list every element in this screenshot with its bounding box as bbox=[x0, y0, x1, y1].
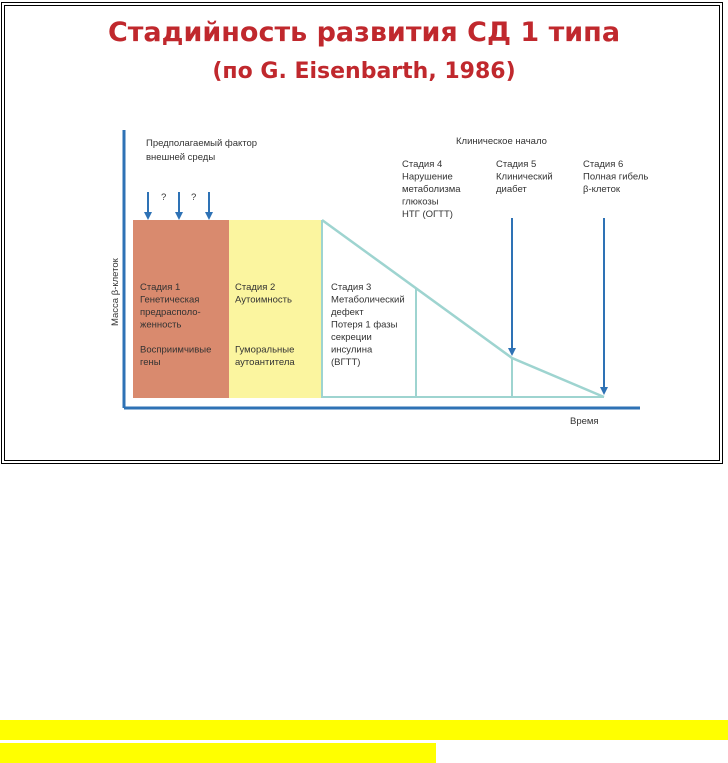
stage-4-line: Нарушение bbox=[402, 171, 453, 183]
stage-1-line: женность bbox=[140, 319, 182, 331]
stage-2-line: Аутоимность bbox=[235, 294, 292, 306]
stage-1-line: Стадия 1 bbox=[140, 282, 181, 293]
stage-2-block bbox=[229, 220, 322, 398]
stage-6-label bbox=[583, 159, 648, 195]
clinical-onset-label: Клиническое начало bbox=[456, 136, 547, 147]
highlight-bar-1 bbox=[0, 720, 728, 740]
stage-5-label bbox=[496, 159, 553, 195]
highlight-bar-2 bbox=[0, 743, 436, 763]
stage-4-line: Стадия 4 bbox=[402, 159, 443, 170]
stage-3-line: Потеря 1 фазы bbox=[331, 319, 398, 331]
stage-2-line bbox=[235, 307, 238, 318]
stage-3-line: инсулина bbox=[331, 344, 373, 356]
stage-4-line: глюкозы bbox=[402, 196, 439, 208]
stage-2-line bbox=[235, 332, 238, 343]
stage-4-line: НТГ (ОГТТ) bbox=[402, 209, 453, 220]
page-subtitle: (по G. Eisenbarth, 1986) bbox=[212, 59, 516, 84]
stage-6-line: β-клеток bbox=[583, 184, 621, 195]
question-mark: ? bbox=[191, 192, 197, 203]
x-axis-label: Время bbox=[570, 416, 599, 427]
stage-5-line: Стадия 5 bbox=[496, 159, 537, 170]
stage-2-line: аутоантитела bbox=[235, 357, 295, 368]
stage-2-line: Стадия 2 bbox=[235, 282, 276, 293]
stage-4-label bbox=[402, 159, 461, 220]
stage-1-line: предрасполо- bbox=[140, 307, 201, 318]
question-mark: ? bbox=[161, 192, 167, 203]
stage-6-line: Полная гибель bbox=[583, 171, 649, 183]
stage-5-line: диабет bbox=[496, 184, 527, 195]
stage-5-line: Клинический bbox=[496, 171, 553, 183]
stage-1-line: Генетическая bbox=[140, 294, 200, 306]
stage-1-line: гены bbox=[140, 357, 161, 368]
external-factor-label: Предполагаемый фактор внешней среды bbox=[146, 138, 258, 163]
stage-3-line: дефект bbox=[331, 307, 364, 318]
stage-4-line: метаболизма bbox=[402, 184, 461, 195]
stage-6-line: Стадия 6 bbox=[583, 159, 624, 170]
page-title: Стадийность развития СД 1 типа bbox=[107, 17, 621, 48]
stage-3-line: Метаболический bbox=[331, 294, 405, 306]
y-axis-label: Масса β-клеток bbox=[110, 258, 121, 326]
stage-3-label bbox=[331, 282, 405, 368]
stage-3-line: Стадия 3 bbox=[331, 282, 372, 293]
beta-cell-mass-curve bbox=[322, 220, 604, 397]
stage-3-line: секреции bbox=[331, 332, 372, 343]
stage-1-line bbox=[140, 332, 143, 343]
stage-2-line: Гуморальные bbox=[235, 344, 295, 356]
stage-3-line: (ВГТТ) bbox=[331, 357, 361, 368]
stage-1-line: Восприимчивые bbox=[140, 344, 212, 356]
stage-2-line bbox=[235, 320, 238, 331]
